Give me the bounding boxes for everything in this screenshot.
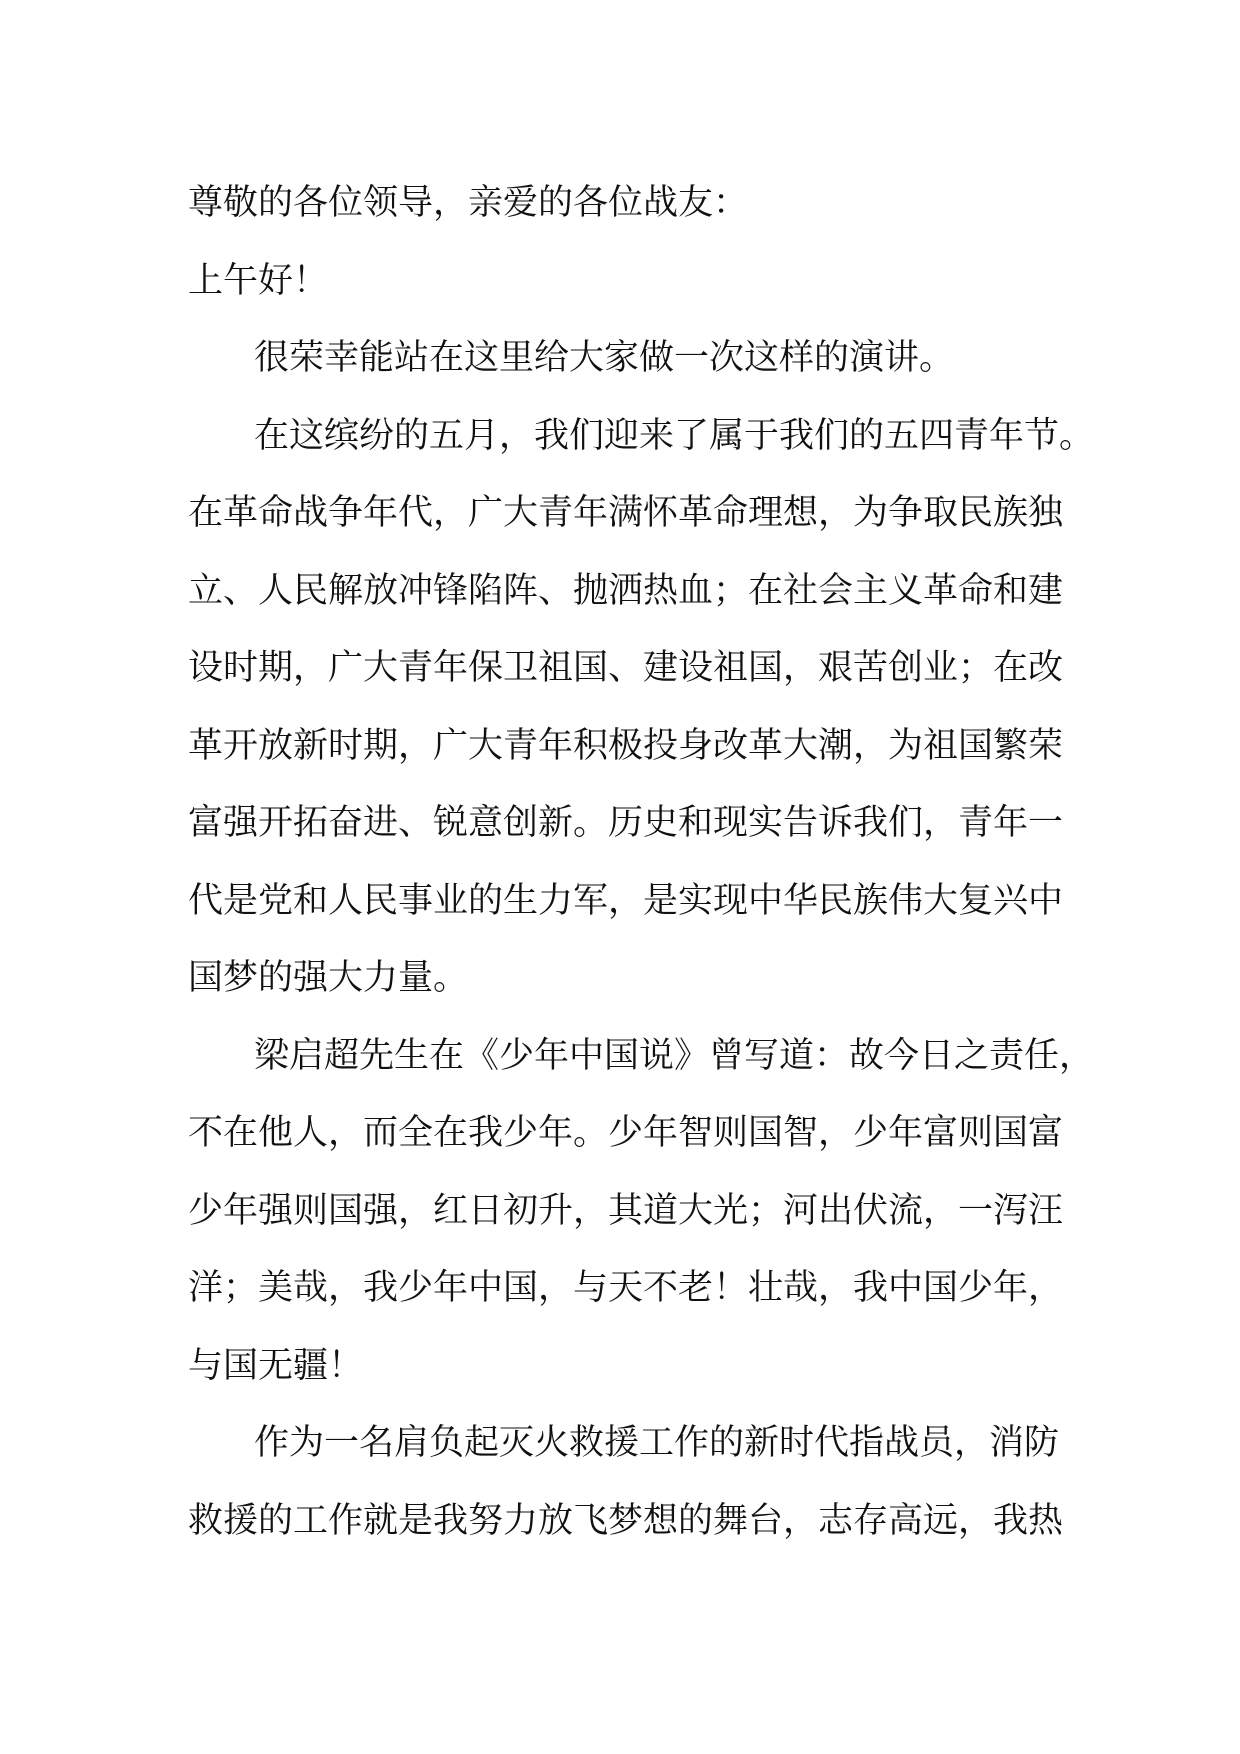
text-line: 代是党和人民事业的生力军，是实现中华民族伟大复兴中 [188,880,1064,921]
text-line: 不在他人，而全在我少年。少年智则国智，少年富则国富 [188,1113,1064,1153]
text-line: 设时期，广大青年保卫祖国、建设祖国，艰苦创业；在改 [188,648,1064,688]
speech-text [188,165,1095,1560]
text-line: 少年强则国强，红日初升，其道大光；河出伏流，一泻汪 [188,1190,1064,1231]
text-line: 富强开拓奋进、锐意创新。历史和现实告诉我们，青年一 [188,803,1064,843]
text-line: 国梦的强大力量。 [188,958,469,998]
text-line: 革开放新时期，广大青年积极投身改革大潮，为祖国繁荣 [188,725,1064,766]
text-line-paragraph-start: 梁启超先生在《少年中国说》曾写道：故今日之责任， [254,1035,1095,1076]
text-line: 与国无疆！ [188,1345,364,1386]
text-line: 救援的工作就是我努力放飞梦想的舞台，志存高远，我热 [188,1500,1064,1541]
text-line-paragraph-start: 很荣幸能站在这里给大家做一次这样的演讲。 [254,338,955,378]
text-line: 立、人民解放冲锋陷阵、抛洒热血；在社会主义革命和建 [188,570,1064,611]
text-line-greeting: 上午好！ [188,260,329,301]
text-line: 在革命战争年代，广大青年满怀革命理想，为争取民族独 [188,493,1064,533]
text-line: 洋；美哉，我少年中国，与天不老！壮哉，我中国少年， [188,1268,1064,1308]
text-line-paragraph-start: 作为一名肩负起灭火救援工作的新时代指战员，消防 [254,1423,1060,1463]
text-line-paragraph-start: 在这缤纷的五月，我们迎来了属于我们的五四青年节。 [254,415,1095,456]
text-line-salutation: 尊敬的各位领导，亲爱的各位战友： [188,183,749,223]
